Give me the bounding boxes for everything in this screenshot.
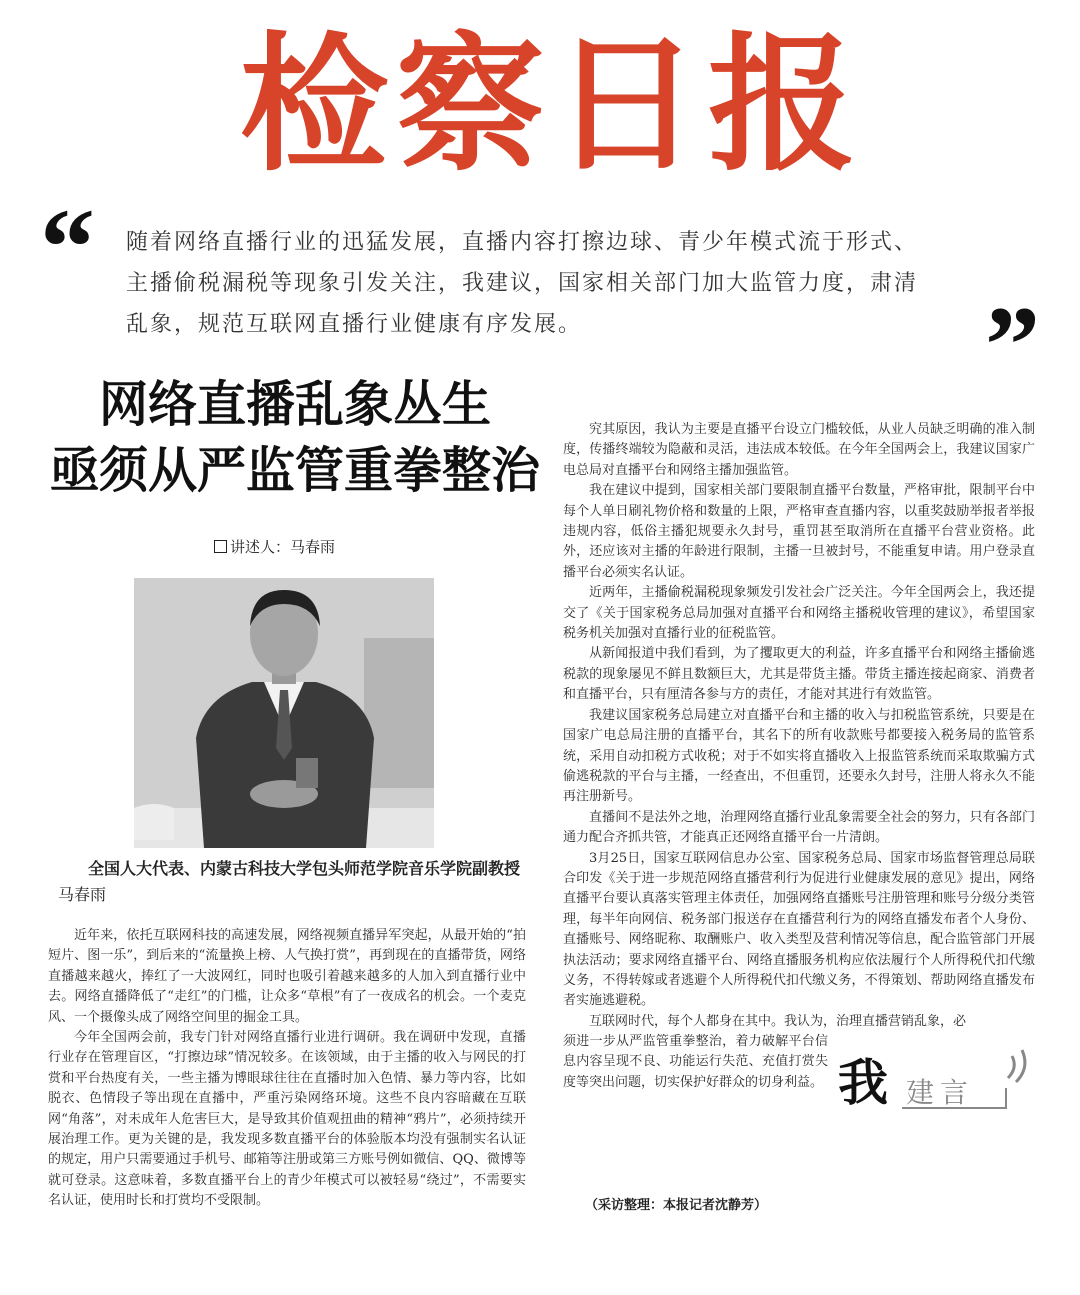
photo-caption [48, 856, 538, 908]
byline-box-icon [214, 540, 227, 553]
paragraph: 互联网时代，每个人都身在其中。我认为，治理直播营销乱象，必 [589, 1013, 967, 1029]
lead-line: 随着网络直播行业的迅猛发展，直播内容打擦边球、青少年模式流于形式、 [126, 230, 919, 255]
portrait-photo [134, 578, 434, 848]
lead-line: 乱象，规范互联网直播行业健康有序发展。 [126, 312, 583, 337]
paragraph: 从新闻报道中我们看到，为了攫取更大的利益，许多直播平台和网络主播偷逃税款的现象屡见不鲜且数额巨大，尤其是带货主播。带货主播连接起商家、消费者和直播平台，只有厘清各参与方的责任，才能对其进行有效监管。 [563, 646, 1035, 703]
paragraph: 今年全国两会前，我专门针对网络直播行业进行调研。我在调研中发现，直播行业存在管理盲区，“打擦边球”情况较多。在该领域，由于主播的收入与网民的打赏和平台热度有关，一些主播为博眼球往往在直播时加入色情、暴力等内容，比如脱衣、色情段子等出现在直播中，严重污染网络环境。这些不良内容暗藏在互联网“角落”，对未成年人危害巨大，是导致其价值观扭曲的精神“鸦片”，必须持续开展治理工作。更为关键的是，我发现多数直播平台的体验版本均没有强制实名认证的规定，用户只需要通过手机号、邮箱等注册或第三方账号例如微信、QQ、微博等就可登录。这意味着，多数直播平台上的青少年模式可以被轻易“绕过”，不需要实名认证，使用时长和打赏均不受限制。 [48, 1030, 526, 1209]
paragraph-continuation: 须进一步从严监管重拳整治，着力破解平台信息内容呈现不良、功能运行失范、充值打赏失度等突出问题，切实保护好群众的切身利益。 [563, 1034, 828, 1090]
paragraph: 我在建议中提到，国家相关部门要限制直播平台数量，严格审批，限制平台中每个人单日刷礼物价格和数量的上限，严格审查直播内容，以重奖鼓励举报者举报违规内容，低俗主播犯规要永久封号，重罚甚至取消所在直播平台营业资格。此外，还应该对主播的年龄进行限制，主播一旦被封号，不能重复申请。用户登录直播平台必须实名认证。 [563, 483, 1035, 580]
byline [214, 536, 335, 557]
column-logo [836, 1048, 1036, 1118]
paragraph: 直播间不是法外之地，治理网络直播行业乱象需要全社会的努力，只有各部门通力配合齐抓共管，才能真正还网络直播平台一片清朗。 [563, 809, 1035, 846]
masthead [0, 0, 1080, 200]
headline-line-2: 亟须从严监管重拳整治 [49, 442, 540, 499]
caption-title: 全国人大代表、内蒙古科技大学包头师范学院音乐学院副教授 [88, 859, 521, 878]
paragraph: 我建议国家税务总局建立对直播平台和主播的收入与扣税监管系统，只要是在国家广电总局注册的直播平台，其名下的所有收款账号都要接入税务局的监管系统，采用自动扣税方式收税；对于不如实将直播收入上报监管系统而采取欺骗方式偷逃税款的平台与主播，一经查出，不但重罚，还要永久封号，注册人将永久不能再注册新号。 [563, 707, 1035, 805]
paragraph: 究其原因，我认为主要是直播平台设立门槛较低，从业人员缺乏明确的准入制度，传播终端较为隐蔽和灵活，违法成本较低。在今年全国两会上，我建议国家广电总局对直播平台和网络主播加强监管。 [563, 422, 1035, 478]
column-logo-graphic [836, 1048, 1036, 1118]
article-right-column-tail [563, 1032, 828, 1093]
lead-quote [126, 222, 998, 345]
logo-sub-text: 建言 [906, 1076, 975, 1109]
interview-credit: （采访整理：本报记者沈静芳） [585, 1198, 768, 1213]
article-left-column [48, 926, 526, 1212]
portrait-illustration [134, 578, 434, 848]
byline-text: 讲述人：马春雨 [230, 538, 336, 556]
paragraph: 近两年，主播偷税漏税现象频发引发社会广泛关注。今年全国两会上，我还提交了《关于国家税务总局加强对直播平台和网络主播税收管理的建议》，希望国家税务机关加强对直播行业的征税监管。 [563, 585, 1035, 642]
newspaper-title: 检察日报 [240, 17, 864, 191]
lead-line: 主播偷税漏税等现象引发关注，我建议，国家相关部门加大监管力度，肃清 [126, 271, 919, 296]
headline-line-1: 网络直播乱象丛生 [98, 376, 491, 433]
caption-name: 马春雨 [58, 885, 107, 904]
paragraph: 近年来，依托互联网科技的高速发展，网络视频直播异军突起，从最开始的“拍短片、图一乐”，到后来的“流量换上榜、人气换打赏”，再到现在的直播带货，网络直播越来越火，捧红了一大波网红，同时也吸引着越来越多的人加入到直播行业中去。网络直播降低了“走红”的门槛，让众多“草根”有了一夜成名的机会。一个麦克风、一个摄像头成了网络空间里的掘金工具。 [48, 928, 526, 1025]
article-right-column [563, 420, 1035, 1032]
close-quote-mark: ” [985, 284, 1040, 406]
paragraph: 3月25日，国家互联网信息办公室、国家税务总局、国家市场监督管理总局联合印发《关于进一步规范网络直播营利行为促进行业健康发展的意见》提出，网络直播平台要认真落实管理主体责任，加强网络直播账号注册管理和账号分级分类管理，每半年向网信、税务部门报送存在直播营利行为的网络直播发布者个人身份、直播账号、网络昵称、取酬账户、收入类型及营利情况等信息，配合监管部门开展执法活动；要求网络直播平台、网络直播服务机构应依法履行个人所得税代扣代缴义务，不得转嫁或者逃避个人所得税代扣代缴义务，不得策划、帮助网络直播发布者实施逃避税。 [563, 850, 1035, 1009]
article-headline [40, 372, 550, 504]
logo-main-char: 我 [838, 1054, 888, 1112]
open-quote-mark: “ [40, 186, 95, 308]
